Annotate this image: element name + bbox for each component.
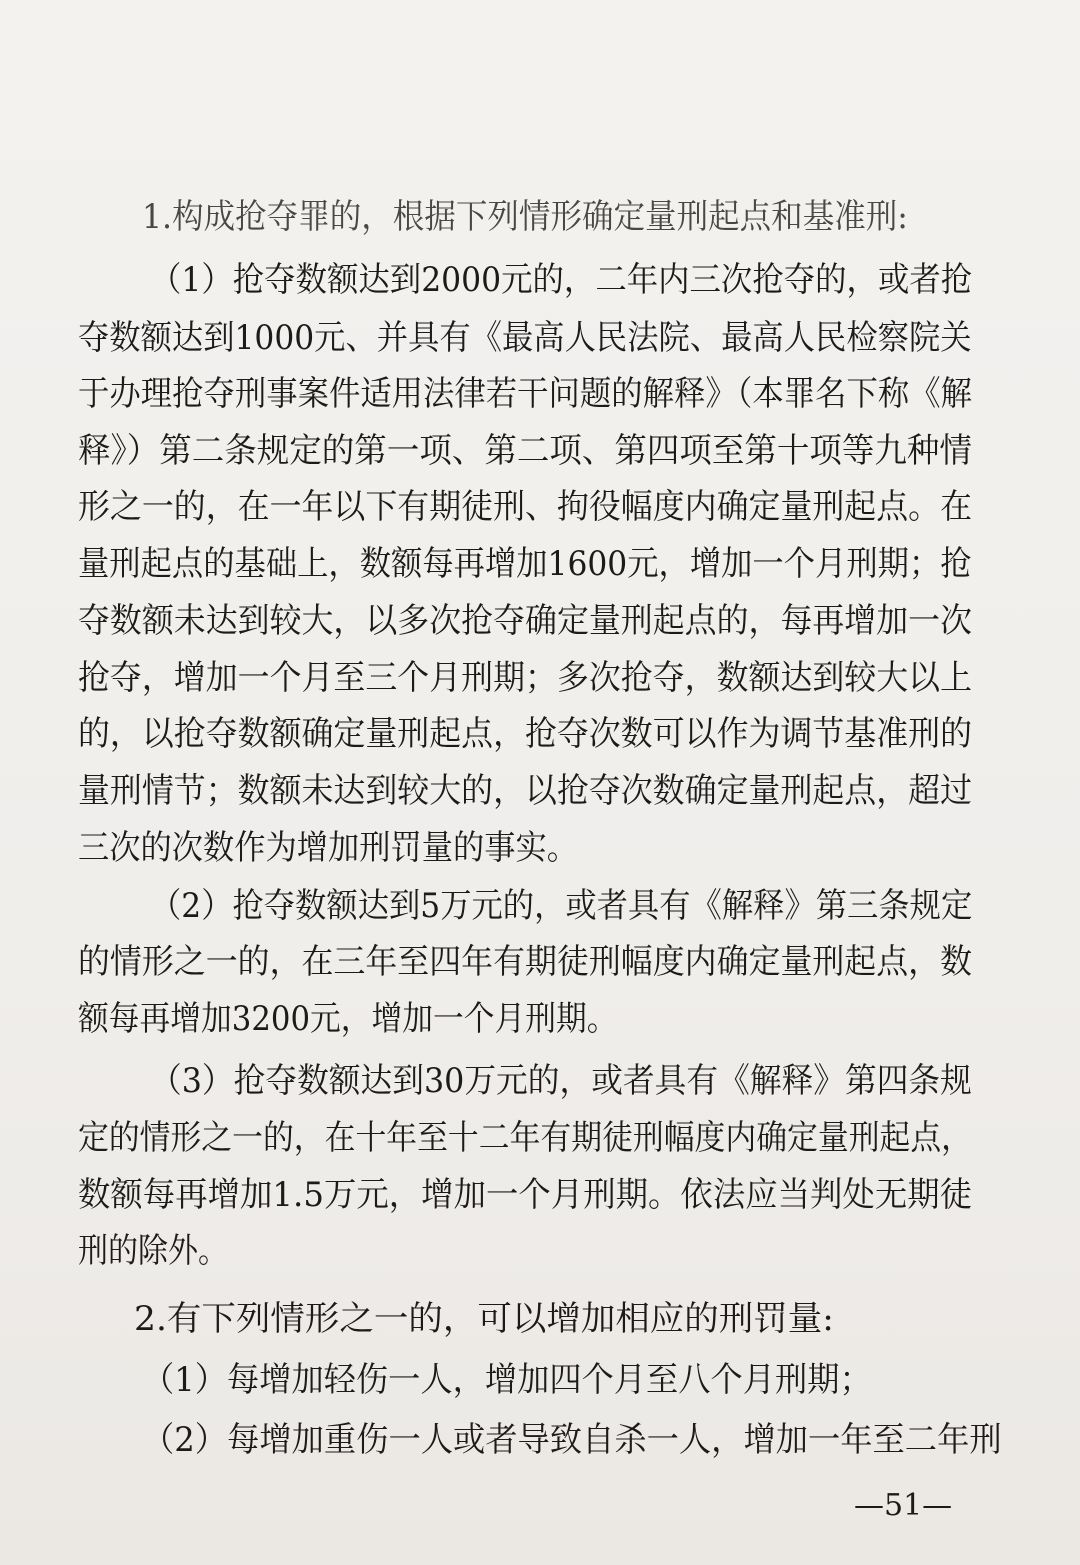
page-number: —51— — [854, 1488, 953, 1523]
text-line: 于办理抢夺刑事案件适用法律若干问题的解释》（本罪名下称《解 — [78, 374, 972, 414]
text-line: 的，以抢夺数额确定量刑起点，抢夺次数可以作为调节基准刑的 — [78, 714, 973, 754]
text-line: 2.有下列情形之一的，可以增加相应的刑罚量: — [134, 1299, 834, 1339]
text-line: 刑的除外。 — [78, 1231, 229, 1271]
text-line: 三次的次数作为增加刑罚量的事实。 — [78, 828, 578, 868]
text-line: 量刑情节；数额未达到较大的，以抢夺次数确定量刑起点，超过 — [78, 771, 973, 811]
text-line: 数额每再增加1.5万元，增加一个月刑期。依法应当判处无期徒 — [78, 1175, 973, 1215]
text-line: 1.构成抢夺罪的，根据下列情形确定量刑起点和基准刑: — [142, 197, 908, 237]
text-line: （2）每增加重伤一人或者导致自杀一人，增加一年至二年刑 — [142, 1420, 1002, 1460]
text-line: （1）抢夺数额达到2000元的，二年内三次抢夺的，或者抢 — [150, 260, 973, 300]
text-line: 额每再增加3200元，增加一个月刑期。 — [78, 999, 618, 1039]
text-line: 定的情形之一的，在十年至十二年有期徒刑幅度内确定量刑起点， — [78, 1118, 973, 1158]
text-line: 量刑起点的基础上，数额每再增加1600元，增加一个月刑期；抢 — [78, 544, 972, 584]
text-line: 夺数额未达到较大，以多次抢夺确定量刑起点的，每再增加一次 — [78, 601, 973, 641]
text-line: （3）抢夺数额达到30万元的，或者具有《解释》第四条规 — [150, 1061, 972, 1101]
text-line: 的情形之一的，在三年至四年有期徒刑幅度内确定量刑起点，数 — [78, 942, 973, 982]
text-line: 形之一的，在一年以下有期徒刑、拘役幅度内确定量刑起点。在 — [78, 487, 973, 527]
text-line: 释》）第二条规定的第一项、第二项、第四项至第十项等九种情 — [78, 431, 972, 471]
text-line: 夺数额达到1000元、并具有《最高人民法院、最高人民检察院关 — [78, 318, 972, 358]
text-line: 抢夺，增加一个月至三个月刑期；多次抢夺，数额达到较大以上 — [78, 658, 973, 698]
text-line: （1）每增加轻伤一人，增加四个月至八个月刑期； — [142, 1360, 872, 1400]
text-line: （2）抢夺数额达到5万元的，或者具有《解释》第三条规定 — [150, 886, 973, 926]
